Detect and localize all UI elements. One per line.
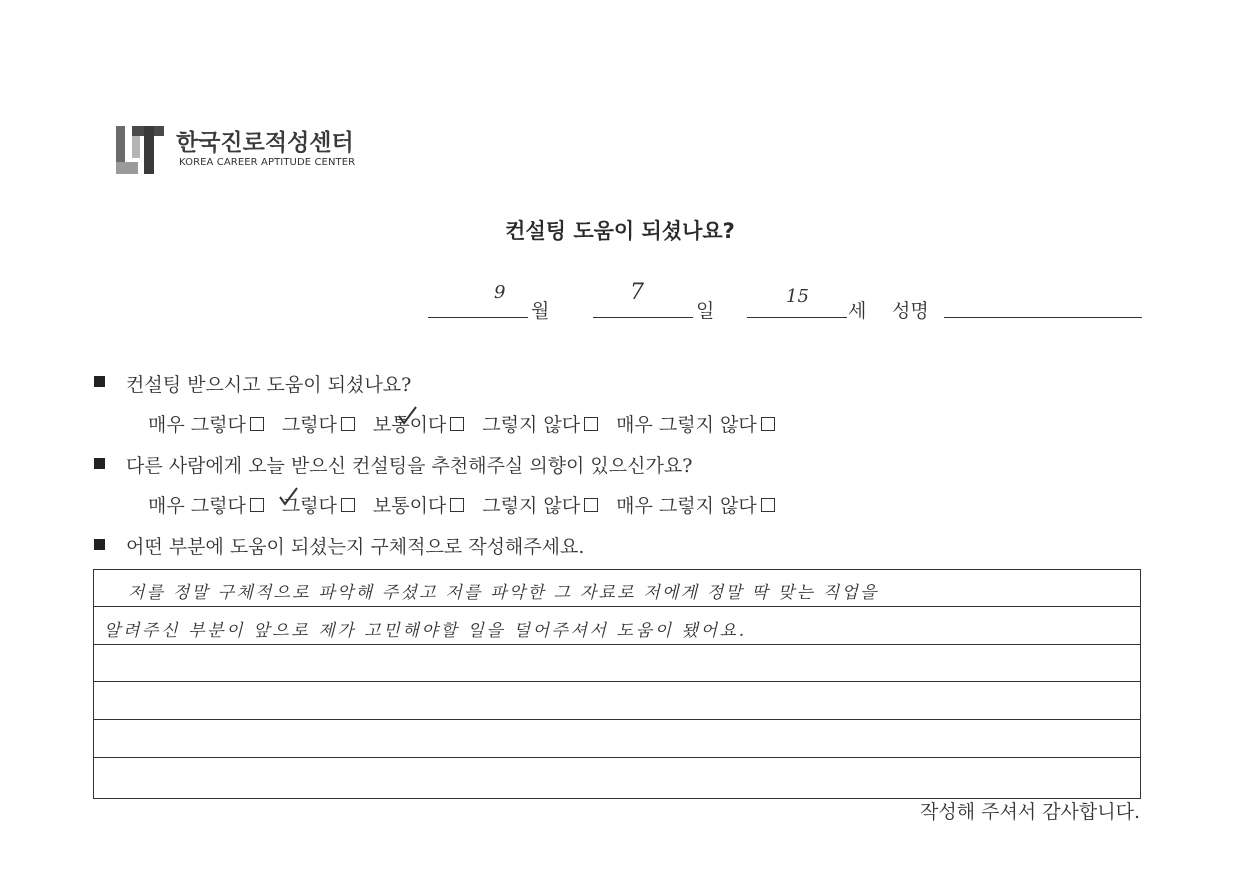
question-2-options [148, 491, 775, 518]
q1-checkbox-neutral[interactable] [450, 417, 464, 431]
q2-option-very-agree: 매우 그렇다 [148, 495, 246, 517]
day-value: 7 [630, 280, 644, 305]
day-blank[interactable] [593, 317, 693, 318]
q2-checkbox-very-agree[interactable] [250, 498, 264, 512]
question-1-options [148, 410, 775, 437]
logo-english-name: KOREA CAREER APTITUDE CENTER [179, 157, 356, 168]
q1-checkbox-agree[interactable] [341, 417, 355, 431]
question-2-text: 다른 사람에게 오늘 받으신 컨설팅을 추천해주실 의향이 있으신가요? [126, 455, 693, 477]
question-3-text: 어떤 부분에 도움이 되셨는지 구체적으로 작성해주세요. [126, 536, 585, 558]
q2-option-agree: 그렇다 [281, 495, 337, 517]
question-bullet [94, 376, 105, 387]
answer-line-2: 알려주신 부분이 앞으로 제가 고민해야할 일을 덜어주셔서 도움이 됐어요. [104, 621, 747, 641]
answer-row-divider [93, 757, 1141, 758]
q1-checkbox-disagree[interactable] [584, 417, 598, 431]
q2-option-disagree: 그렇지 않다 [482, 495, 581, 517]
answer-row-divider [93, 681, 1141, 682]
answer-row-divider [93, 644, 1141, 645]
question-1-text: 컨설팅 받으시고 도움이 되셨나요? [126, 374, 412, 396]
answer-row-divider [93, 606, 1141, 607]
thank-you-note: 작성해 주셔서 감사합니다. [919, 801, 1140, 823]
month-value: 9 [494, 282, 506, 303]
q1-option-very-agree: 매우 그렇다 [148, 414, 246, 436]
answer-box[interactable] [93, 569, 1141, 799]
question-bullet [94, 539, 105, 550]
name-blank[interactable] [944, 317, 1142, 318]
q2-option-neutral: 보통이다 [372, 495, 447, 517]
q1-checkbox-very-disagree[interactable] [761, 417, 775, 431]
q1-option-neutral: 보통이다 [372, 414, 447, 436]
q2-checkbox-agree[interactable] [341, 498, 355, 512]
q2-checkbox-disagree[interactable] [584, 498, 598, 512]
day-label: 일 [696, 300, 715, 322]
logo-korean-name: 한국진로적성센터 [176, 130, 354, 156]
q2-checkbox-neutral[interactable] [450, 498, 464, 512]
q1-checkbox-very-agree[interactable] [250, 417, 264, 431]
q1-option-very-disagree: 매우 그렇지 않다 [616, 414, 757, 436]
age-value: 15 [786, 286, 809, 307]
name-label: 성명 [892, 300, 929, 322]
age-blank[interactable] [747, 317, 847, 318]
month-blank[interactable] [428, 317, 528, 318]
q2-checkbox-very-disagree[interactable] [761, 498, 775, 512]
q1-option-disagree: 그렇지 않다 [482, 414, 581, 436]
q2-checkmark-icon [277, 486, 299, 508]
page-title: 컨설팅 도움이 되셨나요? [505, 219, 735, 243]
q2-option-very-disagree: 매우 그렇지 않다 [616, 495, 757, 517]
question-bullet [94, 458, 105, 469]
age-label: 세 [848, 300, 867, 322]
month-label: 월 [531, 300, 550, 322]
answer-row-divider [93, 719, 1141, 720]
center-logo [116, 126, 164, 174]
q1-option-agree: 그렇다 [281, 414, 337, 436]
answer-line-1: 저를 정말 구체적으로 파악해 주셨고 저를 파악한 그 자료로 저에게 정말 딱 맞는 직업을 [128, 583, 879, 603]
q1-checkmark-icon [396, 405, 418, 427]
